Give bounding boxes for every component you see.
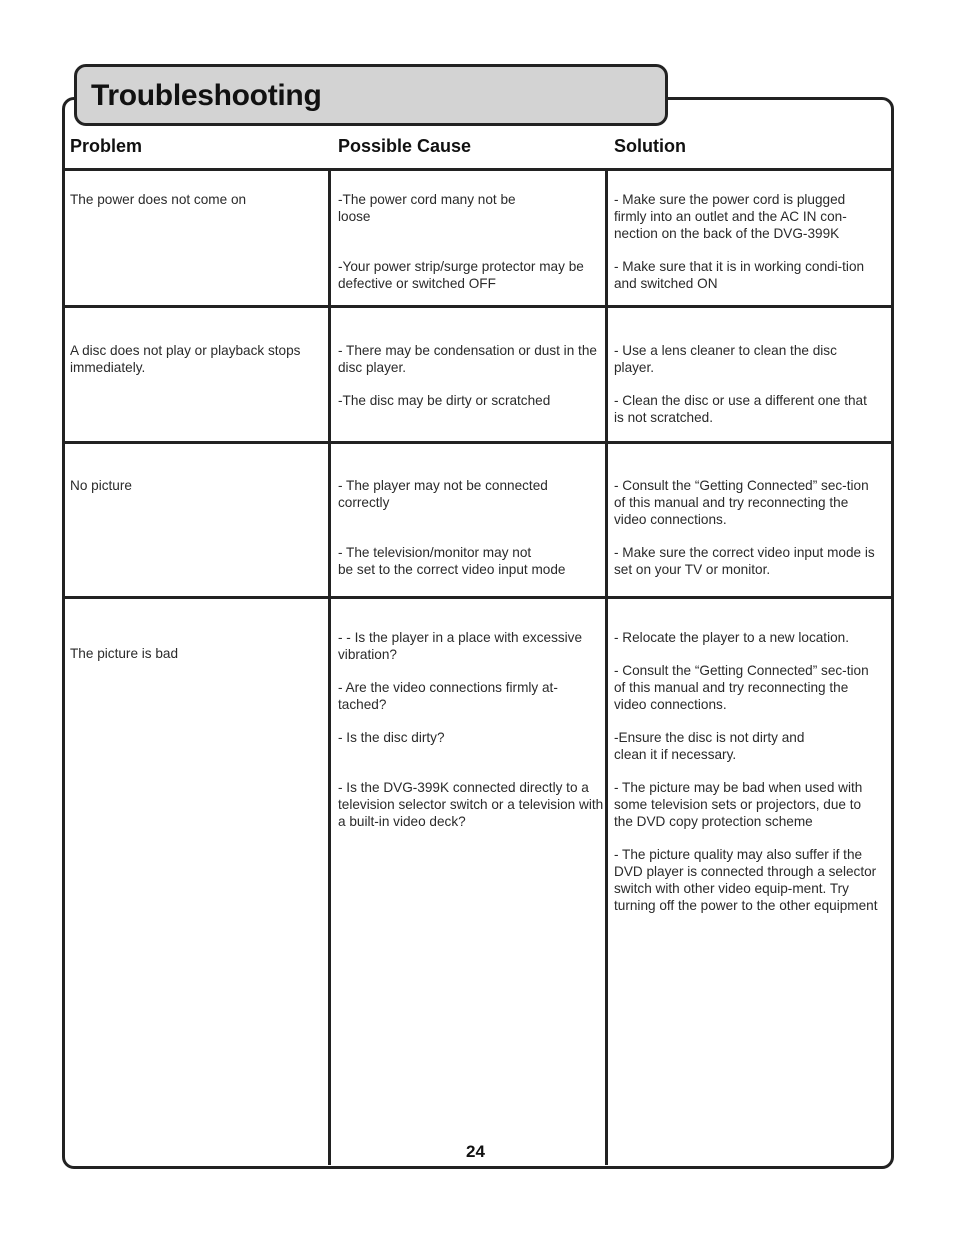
cause-cell [338, 477, 602, 578]
cause-cell [338, 629, 604, 830]
solution-text: - Consult the “Getting Connected” sec-tion of this manual and try reconnecting the video connections. [614, 663, 869, 712]
column-divider [605, 168, 608, 1165]
cause-cell [338, 191, 602, 292]
solution-cell [614, 342, 880, 426]
cause-text: - Are the video connections firmly at-tached? [338, 680, 558, 712]
solution-text: - Make sure that it is in working condi-tion and switched ON [614, 259, 865, 291]
problem-text: No picture [70, 478, 132, 493]
header-divider [62, 168, 891, 171]
solution-cell [614, 629, 882, 914]
solution-text: - Clean the disc or use a different one that is not scratched. [614, 393, 867, 425]
problem-cell [70, 191, 322, 208]
solution-text: - The picture may be bad when used with some television sets or projectors, due to the DVD copy protection scheme [614, 780, 863, 829]
row-divider [62, 305, 891, 308]
cause-text: - Is the DVG-399K connected directly to a television selector switch or a television with a built-in video deck? [338, 780, 604, 829]
cause-text: - The television/monitor may not be set to the correct video input mode [338, 545, 566, 577]
problem-cell [70, 477, 322, 494]
solution-text: - Make sure the correct video input mode is set on your TV or monitor. [614, 545, 875, 577]
row-divider [62, 441, 891, 444]
solution-text: - Relocate the player to a new location. [614, 630, 850, 645]
column-divider [328, 168, 331, 1165]
problem-cell [70, 645, 322, 662]
solution-text: - Make sure the power cord is plugged firmly into an outlet and the AC IN con-nection on the back of the DVG-399K [614, 192, 847, 241]
solution-text: - Use a lens cleaner to clean the disc player. [614, 343, 837, 375]
solution-text: - The picture quality may also suffer if the DVD player is connected through a selector switch with other video equip-ment. Try turning off the power to the other equipment [614, 847, 878, 913]
page-title: Troubleshooting [91, 79, 322, 112]
title-tab [74, 64, 668, 126]
header-possible-cause: Possible Cause [338, 136, 472, 156]
cause-text: - - Is the player in a place with excessive vibration? [338, 630, 583, 662]
header-problem: Problem [70, 136, 143, 156]
solution-cell [614, 477, 882, 578]
solution-cell [614, 191, 880, 292]
cause-text: - There may be condensation or dust in the disc player. [338, 343, 597, 375]
header-solution: Solution [614, 136, 686, 156]
cause-text: - Is the disc dirty? [338, 730, 445, 745]
problem-text: The power does not come on [70, 192, 247, 207]
problem-text: The picture is bad [70, 646, 179, 661]
cause-text: -The disc may be dirty or scratched [338, 393, 551, 408]
cause-text: -The power cord many not be loose [338, 192, 516, 224]
row-divider [62, 596, 891, 599]
solution-text: - Consult the “Getting Connected” sec-tion of this manual and try reconnecting the video connections. [614, 478, 869, 527]
page-number: 24 [466, 1142, 485, 1161]
cause-text: - The player may not be connected correctly [338, 478, 548, 510]
cause-text: -Your power strip/surge protector may be defective or switched OFF [338, 259, 584, 291]
problem-cell [70, 342, 326, 376]
cause-cell [338, 342, 602, 409]
solution-text: -Ensure the disc is not dirty and clean it if necessary. [614, 730, 805, 762]
problem-text: A disc does not play or playback stops immediately. [70, 343, 301, 375]
